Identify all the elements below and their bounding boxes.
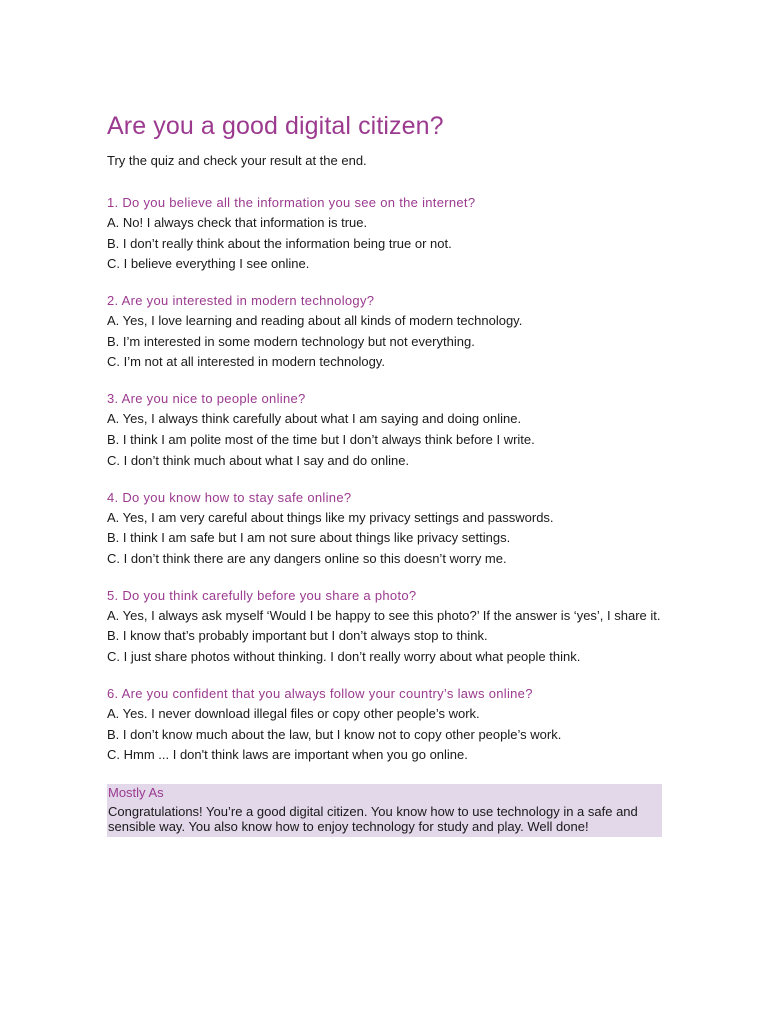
option-c: C. I don’t think much about what I say and do online. xyxy=(107,452,410,468)
option-b: B. I know that’s probably important but I don’t always stop to think. xyxy=(107,628,488,644)
question-text: 3. Are you nice to people online? xyxy=(107,391,306,407)
question-text: 2. Are you interested in modern technology? xyxy=(107,293,375,309)
question-4 xyxy=(107,490,662,566)
option-c: C. I just share photos without thinking. I don’t really worry about what people think. xyxy=(107,648,581,664)
option-b: B. I don’t really think about the information being true or not. xyxy=(107,235,452,251)
result-body: Congratulations! You’re a good digital citizen. You know how to use technology in a safe and sensible way. You also know how to enjoy technology for study and play. Well done! xyxy=(108,804,638,835)
option-a: A. Yes, I love learning and reading about all kinds of modern technology. xyxy=(107,313,523,329)
option-c: C. Hmm ... I don't think laws are important when you go online. xyxy=(107,747,468,763)
question-5 xyxy=(107,588,662,664)
intro-text: Try the quiz and check your result at the end. xyxy=(107,153,367,168)
option-b: B. I don’t know much about the law, but I know not to copy other people’s work. xyxy=(107,726,562,742)
option-a: A. Yes, I always think carefully about what I am saying and doing online. xyxy=(107,411,522,427)
question-text: 1. Do you believe all the information you see on the internet? xyxy=(107,195,476,210)
option-b: B. I’m interested in some modern technology but not everything. xyxy=(107,333,475,349)
option-a: A. No! I always check that information is true. xyxy=(107,215,368,230)
option-c: C. I believe everything I see online. xyxy=(107,256,310,272)
option-a: A. Yes. I never download illegal files or copy other people’s work. xyxy=(107,705,480,721)
option-a: A. Yes, I am very careful about things like my privacy settings and passwords. xyxy=(107,509,554,525)
option-c: C. I don’t think there are any dangers online so this doesn’t worry me. xyxy=(107,550,507,566)
option-c: C. I’m not at all interested in modern technology. xyxy=(107,354,385,370)
question-2 xyxy=(107,293,662,369)
result-box xyxy=(107,784,662,837)
page-title: Are you a good digital citizen? xyxy=(107,112,444,140)
question-text: 4. Do you know how to stay safe online? xyxy=(107,489,352,505)
question-text: 5. Do you think carefully before you share a photo? xyxy=(107,587,417,603)
option-b: B. I think I am polite most of the time but I don’t always think before I write. xyxy=(107,431,535,447)
question-6 xyxy=(107,686,662,762)
question-3 xyxy=(107,391,662,467)
result-heading: Mostly As xyxy=(108,785,164,801)
question-1 xyxy=(107,195,662,271)
option-a: A. Yes, I always ask myself ‘Would I be happy to see this photo?’ If the answer is ‘yes’, I share it. xyxy=(107,607,661,623)
question-text: 6. Are you confident that you always follow your country’s laws online? xyxy=(107,685,533,701)
option-b: B. I think I am safe but I am not sure about things like privacy settings. xyxy=(107,530,511,546)
